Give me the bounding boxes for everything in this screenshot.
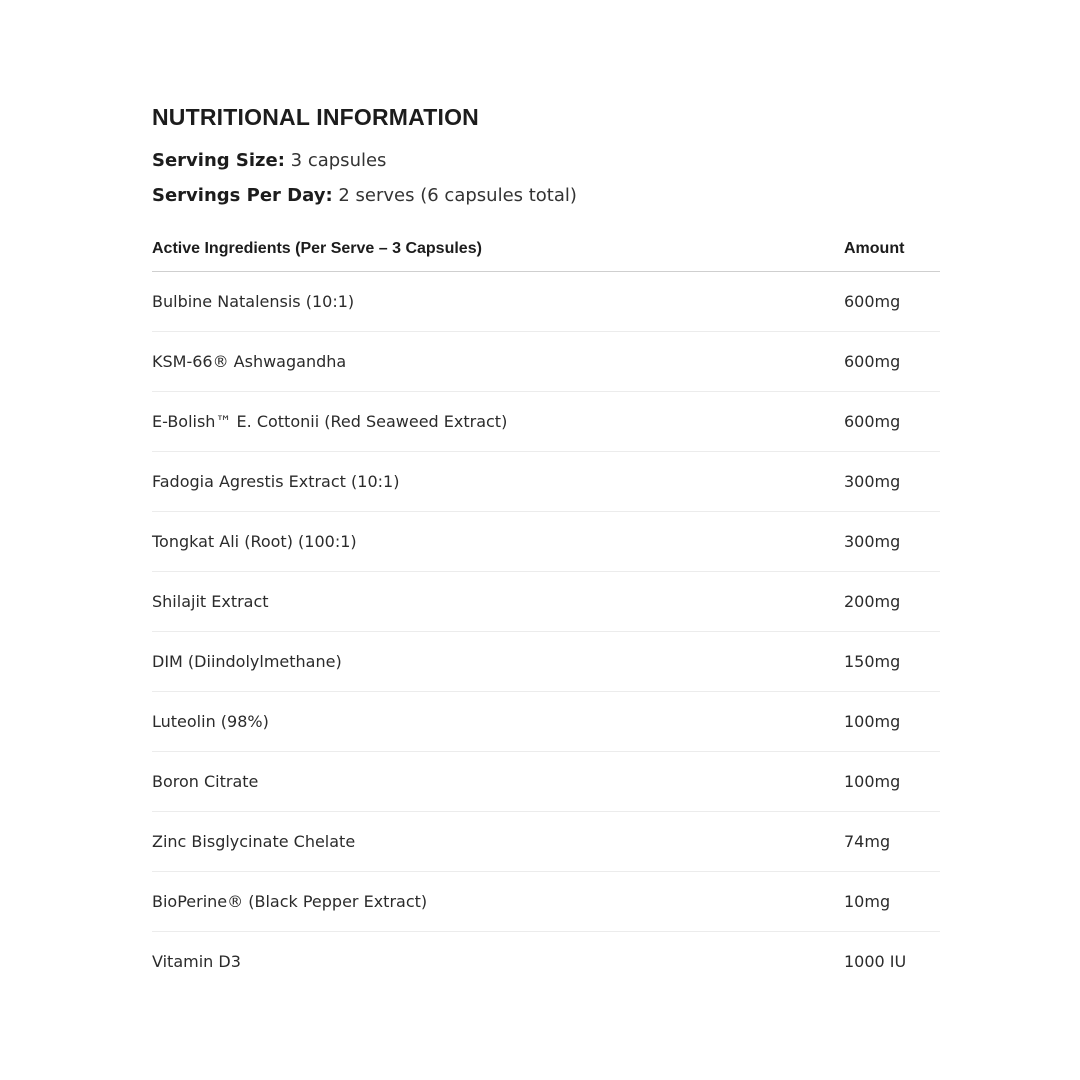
table-row <box>152 272 940 332</box>
table-row <box>152 752 940 812</box>
ingredient-amount: 1000 IU <box>844 952 907 971</box>
ingredient-amount: 100mg <box>844 752 940 812</box>
ingredient-name: Luteolin (98%) <box>152 692 844 752</box>
ingredient-name: Boron Citrate <box>152 752 844 812</box>
column-header-ingredients: Active Ingredients (Per Serve – 3 Capsules) <box>152 226 844 272</box>
ingredient-name: E-Bolish™ E. Cottonii (Red Seaweed Extract) <box>152 392 844 452</box>
table-row <box>152 932 940 992</box>
ingredient-name: Fadogia Agrestis Extract (10:1) <box>152 452 844 512</box>
table-row <box>152 332 940 392</box>
serving-size-label: Serving Size: <box>152 150 285 171</box>
table-row <box>152 392 940 452</box>
table-header-row <box>152 226 940 272</box>
ingredients-table <box>152 226 940 991</box>
ingredient-amount: 300mg <box>844 512 940 572</box>
table-row <box>152 512 940 572</box>
ingredient-amount: 600mg <box>844 332 940 392</box>
ingredient-name: Shilajit Extract <box>152 572 844 632</box>
table-row <box>152 692 940 752</box>
ingredient-amount: 74mg <box>844 812 940 872</box>
ingredient-amount: 200mg <box>844 572 940 632</box>
ingredient-name: DIM (Diindolylmethane) <box>152 632 844 692</box>
column-header-amount: Amount <box>844 226 940 272</box>
table-row <box>152 572 940 632</box>
servings-per-day-label: Servings Per Day: <box>152 185 333 206</box>
ingredient-amount: 300mg <box>844 452 940 512</box>
servings-per-day-value: 2 serves (6 capsules total) <box>332 185 577 206</box>
ingredient-amount: 600mg <box>844 272 940 332</box>
table-row <box>152 452 940 512</box>
ingredient-amount: 600mg <box>844 392 940 452</box>
ingredient-name: Tongkat Ali (Root) (100:1) <box>152 512 844 572</box>
ingredient-amount: 100mg <box>844 692 940 752</box>
nutrition-panel <box>152 100 940 991</box>
servings-per-day-line <box>152 183 940 209</box>
ingredient-amount: 150mg <box>844 632 940 692</box>
ingredient-name: BioPerine® (Black Pepper Extract) <box>152 872 844 932</box>
ingredient-name: Bulbine Natalensis (10:1) <box>152 272 844 332</box>
ingredient-amount: 10mg <box>844 872 940 932</box>
serving-size-line <box>152 148 940 174</box>
ingredient-name: KSM-66® Ashwagandha <box>152 332 844 392</box>
serving-size-value: 3 capsules <box>284 150 387 171</box>
table-row <box>152 872 940 932</box>
table-row <box>152 632 940 692</box>
page-title: NUTRITIONAL INFORMATION <box>152 104 479 130</box>
ingredient-name: Vitamin D3 <box>152 952 241 971</box>
ingredient-name: Zinc Bisglycinate Chelate <box>152 812 844 872</box>
table-row <box>152 812 940 872</box>
